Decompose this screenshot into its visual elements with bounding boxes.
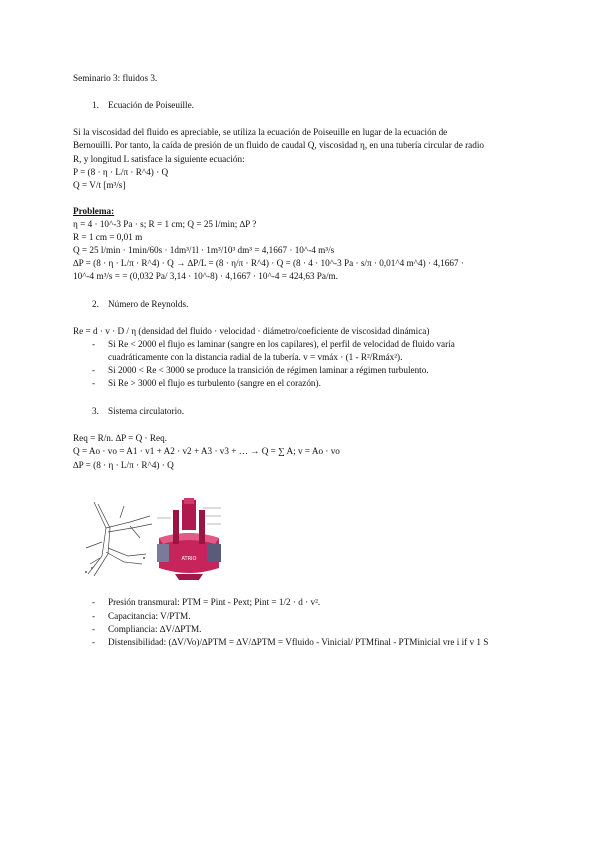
bullet-text: Distensibilidad: (∆V/Vo)/∆PTM = ∆V/∆PTM = Vfluido - Vinicial/ PTMfinal - PTMinicial vre i if v 1 S <box>108 637 489 647</box>
bullet-text: Si Re > 3000 el flujo es turbulento (sangre en el corazón). <box>108 378 321 388</box>
equation-line: ∆P = (8 · η · L/π · R^4) · Q <box>73 460 174 470</box>
heart-label: ATRIO <box>181 556 197 562</box>
bullet-text: Si 2000 < Re < 3000 se produce la transición de régimen laminar a régimen turbulento. <box>108 365 429 375</box>
problem-label: Problema: <box>73 206 115 216</box>
section-3-number: 3. <box>92 406 99 416</box>
section-1-number: 1. <box>92 100 99 110</box>
equation-line: Req = R/n. ∆P = Q · Req. <box>73 433 167 443</box>
problem-line: 10^-4 m³/s = = (0,032 Pa/ 3,14 · 10^-8) · 4,1667 · 10^-4 = 424,63 Pa/m. <box>73 271 338 281</box>
paragraph-line: Si la viscosidad del fluido es apreciable, se utiliza la ecuación de Poiseuille en lugar de la ecuación de <box>73 127 448 137</box>
equation-line: Q = Ao · vo = A1 · v1 + A2 · v2 + A3 · v3 + … → Q = ∑ A; v = Ao · vo <box>73 446 340 456</box>
bullet-text: Si Re < 2000 el flujo es laminar (sangre en los capilares), el perfil de velocidad de fluido varía <box>108 339 455 349</box>
paragraph-line: R, y longitud L satisface la siguiente ecuación: <box>73 154 245 164</box>
paragraph-line: Bernouilli. Por tanto, la caída de presión de un fluido de caudal Q, viscosidad η, en una tubería circular de radio <box>73 140 484 150</box>
section-1-heading: Ecuación de Poiseuille. <box>108 100 194 110</box>
equation-flow: Q = V/t [m³/s] <box>73 180 126 190</box>
section-2-heading: Número de Reynolds. <box>108 299 189 309</box>
circulatory-heart-image <box>155 498 225 580</box>
page-title: Seminario 3: fluidos 3. <box>73 73 158 83</box>
bullet-dash: - <box>92 611 96 621</box>
problem-line: ∆P = (8 · η · L/π · R^4) · Q → ∆P/L = (8 · η/π · R^4) · Q = (8 · 4 · 10^-3 Pa · s/π · 0,01^4 m^4) · 4,1667 · <box>73 258 464 268</box>
bullet-dash: - <box>92 637 96 647</box>
bullet-dash: - <box>92 365 96 375</box>
bullet-text: cuadráticamente con la distancia radial de la tubería. v = vmáx · (1 - R²/Rmáx²). <box>108 352 403 362</box>
section-3-heading: Sistema circulatorio. <box>108 406 185 416</box>
bullet-text: Compliancia: ∆V/∆PTM. <box>108 624 202 634</box>
problem-line: R = 1 cm = 0,01 m <box>73 232 143 242</box>
section-2-number: 2. <box>92 299 99 309</box>
bullet-text: Capacitancia: V/PTM. <box>108 611 191 621</box>
bullet-text: Presión transmural: PTM = Pint - Pext; Pint = 1/2 · d · v². <box>108 597 321 607</box>
vessel-sketch-image <box>80 498 155 578</box>
bullet-dash: - <box>92 624 96 634</box>
bullet-dash: - <box>92 597 96 607</box>
bullet-dash: - <box>92 339 96 349</box>
problem-line: η = 4 · 10^-3 Pa · s; R = 1 cm; Q = 25 l/min; ∆P ? <box>73 219 257 229</box>
bullet-dash: - <box>92 378 96 388</box>
problem-line: Q = 25 l/min · 1min/60s · 1dm³/1l · 1m³/10³ dm³ = 4,1667 · 10^-4 m³/s <box>73 245 335 255</box>
reynolds-equation: Re = d · v · D / η (densidad del fluido · velocidad · diámetro/coeficiente de viscosidad dinámica) <box>73 326 430 336</box>
equation-poiseuille: P = (8 · η · L/π · R^4) · Q <box>73 167 169 177</box>
